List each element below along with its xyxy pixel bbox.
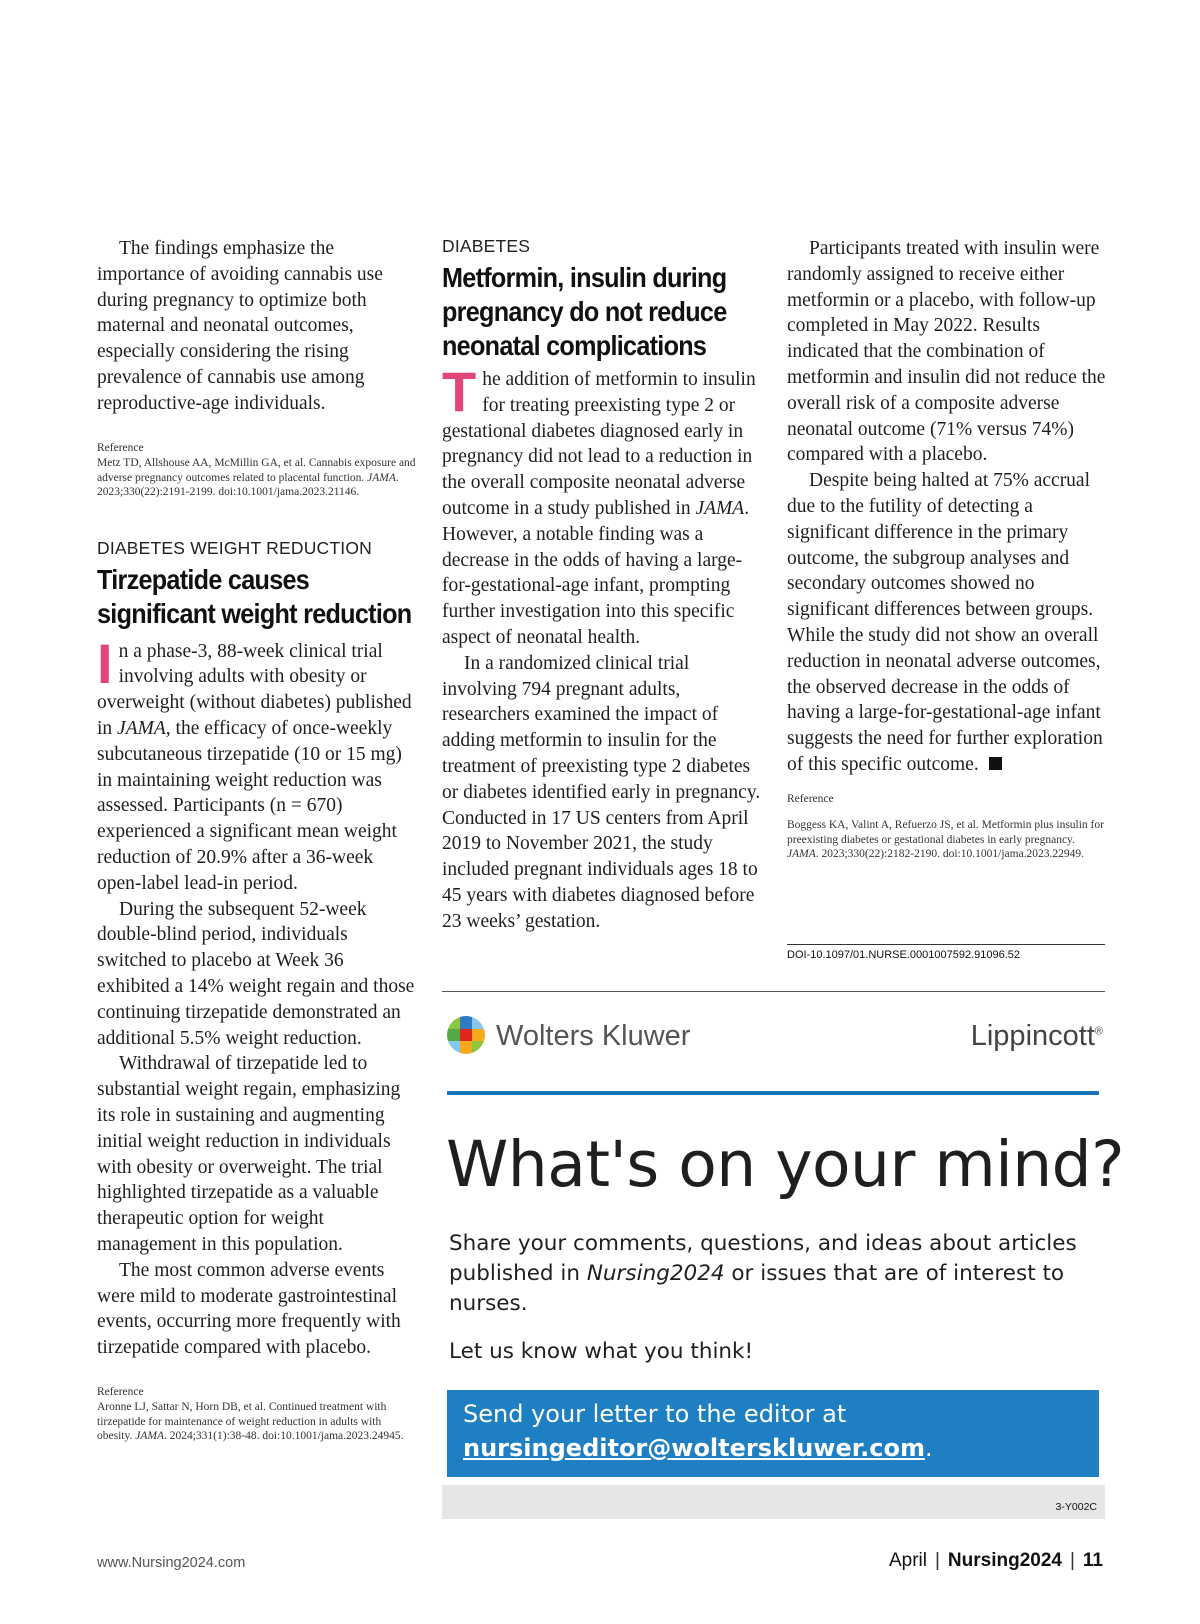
article-paragraph: Despite being halted at 75% accrual due to the futility of detecting a significant difference in the primary outcome, the subgroup analyses and secondary outcomes showed no significant differences between groups. While the study did not show an overall reduction in neonatal adverse outcomes, the observed decrease in the odds of having a large-for-gestational-age infant suggests the need for further exploration of this specific outcome. bbox=[787, 470, 1103, 775]
ad-code: 3-Y002C bbox=[1055, 1501, 1097, 1513]
article-paragraph: The addition of metformin to insulin for treating preexisting type 2 or gestational diabetes diagnosed early in pregnancy did not lead to a reduction in the overall composite neonatal adverse outcome in a study published in JAMA. However, a notable finding was a decrease in the odds of having a large-for-gestational-age infant, prompting further investigation into this specific aspect of neonatal health. bbox=[442, 360, 756, 648]
reference-label: Reference bbox=[97, 1385, 144, 1398]
reference-citation: Metz TD, Allshouse AA, McMillin GA, et al. Cannabis exposure and adverse pregnancy outcomes related to placental function. bbox=[97, 457, 416, 484]
page-number: 11 bbox=[1082, 1550, 1103, 1571]
logo-tile bbox=[472, 1016, 485, 1029]
logo-tile bbox=[447, 1016, 460, 1029]
reference-citation: Boggess KA, Valint A, Refuerzo JS, et al. Metformin plus insulin for preexisting diabetes or gestational diabetes in early pregnancy. bbox=[787, 819, 1104, 846]
intro-paragraph bbox=[97, 236, 417, 417]
cannabis-conclusion-text: The findings emphasize the importance of avoiding cannabis use during pregnancy to optimize both maternal and neonatal outcomes, especially considering the rising prevalence of cannabis use among reproductive-age individuals. bbox=[97, 238, 383, 414]
article-paragraph: In a phase-3, 88-week clinical trial involving adults with obesity or overweight (without diabetes) published in JAMA, the efficacy of once-weekly subcutaneous tirzepatide (10 or 15 mg) in maintaining weight reduction was assessed. Participants (n = 670) experienced a significant mean weight reduction of 20.9% after a 36-week open-label lead-in period. bbox=[97, 631, 412, 894]
letter-to-editor-box: Send your letter to the editor at nursingeditor@wolterskluwer.com. bbox=[447, 1390, 1099, 1477]
tirzepatide-article bbox=[97, 538, 417, 1444]
article-paragraph: During the subsequent 52-week double-blind period, individuals switched to placebo at Week 36 exhibited a 14% weight regain and those continuing tirzepatide demonstrated an additional 5.5% weight reduction. bbox=[97, 898, 415, 1049]
lippincott-wordmark: Lippincott® bbox=[970, 1020, 1103, 1052]
article-paragraph: In a randomized clinical trial involving 794 pregnant adults, researchers examined the impact of adding metformin to insulin for the treatment of preexisting type 2 diabetes or diabetes identified early in pregnancy. Conducted in 17 US centers from April 2019 to November 2021, the study included pregnant individuals ages 18 to 45 years with diabetes diagnosed before 23 weeks’ gestation. bbox=[442, 652, 761, 932]
ad-call-to-action: Let us know what you think! bbox=[449, 1339, 754, 1364]
dropcap: T bbox=[442, 360, 477, 423]
article-kicker: DIABETES WEIGHT REDUCTION bbox=[97, 537, 372, 558]
article-body bbox=[442, 360, 764, 935]
logo-tile bbox=[460, 1016, 472, 1029]
logo-tile bbox=[447, 1029, 460, 1041]
ad-body-text: Share your comments, questions, and ideas about articles published in Nursing2024 or issues that are of interest to nurses. bbox=[449, 1231, 1077, 1316]
article-body bbox=[97, 631, 417, 1361]
logo-tile bbox=[460, 1041, 472, 1054]
reference-journal: JAMA bbox=[135, 1430, 164, 1443]
dropcap: I bbox=[97, 631, 113, 695]
metformin-reference bbox=[787, 792, 1109, 862]
tirzepatide-reference bbox=[97, 1385, 417, 1444]
logo-tile bbox=[472, 1041, 485, 1054]
ad-divider bbox=[442, 991, 1105, 992]
reference-journal: JAMA bbox=[367, 471, 396, 484]
reference-journal: JAMA bbox=[787, 848, 816, 861]
column-1 bbox=[97, 236, 417, 1444]
logo-tile bbox=[447, 1041, 460, 1054]
logo-tile bbox=[472, 1029, 485, 1041]
reference-details: . 2024;331(1):38-48. doi:10.1001/jama.2023.24945. bbox=[163, 1430, 404, 1443]
column-2 bbox=[442, 236, 764, 935]
article-headline: Tirzepatide causes significant weight reduction bbox=[97, 563, 412, 629]
reference-label: Reference bbox=[787, 792, 834, 805]
article-paragraph: Participants treated with insulin were randomly assigned to receive either metformin or a placebo, with follow-up completed in May 2022. Results indicated that the combination of metformin and insulin did not reduce the overall risk of a composite adverse neonatal outcome (71% versus 74%) compared with a placebo. bbox=[787, 238, 1106, 466]
reference-details: . 2023;330(22):2191-2199. doi:10.1001/jama.2023.21146. bbox=[97, 471, 399, 499]
reference-citation: Aronne LJ, Sattar N, Horn DB, et al. Continued treatment with tirzepatide for maintenance of weight reduction in adults with obesity. bbox=[97, 1401, 387, 1443]
article-headline: Metformin, insulin during pregnancy do not reduce neonatal complications bbox=[442, 262, 727, 361]
cannabis-reference bbox=[97, 441, 417, 500]
article-kicker: DIABETES bbox=[442, 236, 531, 256]
footer-url[interactable]: www.Nursing2024.com bbox=[97, 1555, 246, 1571]
footer-magazine: Nursing2024 bbox=[947, 1550, 1062, 1571]
ad-blue-rule bbox=[447, 1091, 1099, 1095]
article-paragraph: Withdrawal of tirzepatide led to substantial weight regain, emphasizing its role in sustaining and augmenting initial weight reduction in individuals with obesity or overweight. The trial highlighted tirzepatide as a valuable therapeutic option for weight management in this population. bbox=[97, 1053, 401, 1255]
doi-line: DOI-10.1097/01.NURSE.0001007592.91096.52 bbox=[787, 944, 1105, 961]
footer-month: April bbox=[888, 1550, 927, 1571]
article-paragraph: The most common adverse events were mild to moderate gastrointestinal events, occurring more frequently with tirzepatide compared with placebo. bbox=[97, 1259, 401, 1359]
wolters-kluwer-logo-icon bbox=[447, 1016, 485, 1054]
ad-headline: What's on your mind? bbox=[446, 1128, 1125, 1201]
reference-details: . 2023;330(22):2182-2190. doi:10.1001/jama.2023.22949. bbox=[815, 848, 1085, 861]
wolters-kluwer-wordmark: Wolters Kluwer bbox=[496, 1020, 691, 1052]
editor-email-link[interactable]: nursingeditor@wolterskluwer.com bbox=[463, 1434, 925, 1462]
article-body bbox=[787, 236, 1109, 778]
letter-prompt: Send your letter to the editor at bbox=[463, 1400, 847, 1428]
column-3 bbox=[787, 236, 1109, 862]
footer-folio: April | Nursing2024 | 11 bbox=[888, 1550, 1103, 1571]
end-mark bbox=[989, 757, 1002, 770]
ad-code-bar bbox=[442, 1485, 1105, 1519]
logo-tile bbox=[460, 1029, 472, 1041]
reference-label: Reference bbox=[97, 441, 144, 454]
